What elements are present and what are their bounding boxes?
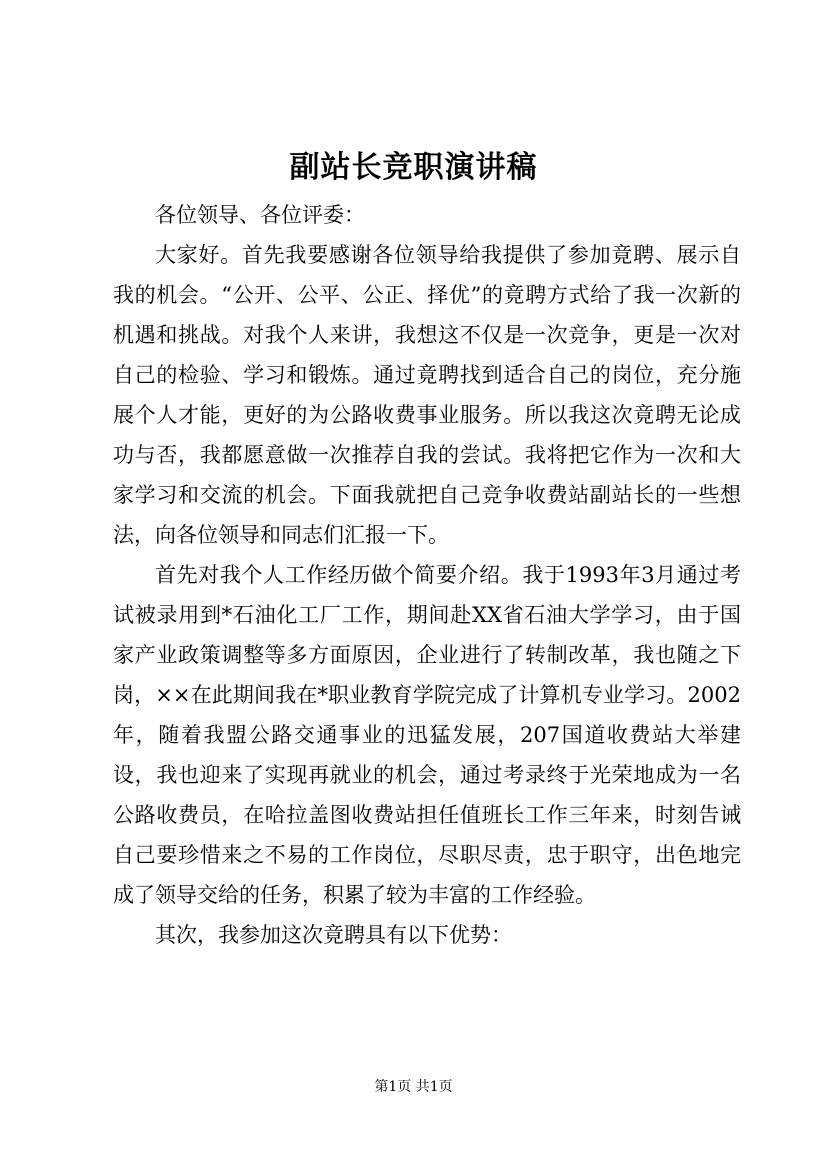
document-title: 副站长竞职演讲稿 (289, 150, 538, 185)
document-body (113, 195, 741, 955)
advantages-paragraph: 其次，我参加这次竟聘具有以下优势： (155, 923, 512, 947)
greeting-paragraph: 大家好。首先我要感谢各位领导给我提供了参加竟聘、展示自我的机会。“公开、公平、公正、择优”的竟聘方式给了我一次新的机遇和挑战。对我个人来讲，我想这不仅是一次竞争，更是一次对自己的检验、学习和锻炼。通过竟聘找到适合自己的岗位，充分施展个人才能，更好的为公路收费事业服务。所以我这次竟聘无论成功与否，我都愿意做一次推荐自我的尝试。我将把它作为一次和大家学习和交流的机会。下面我就把自己竞争收费站副站长的一些想法，向各位领导和同志们汇报一下。 (113, 243, 741, 547)
salutation-paragraph: 各位领导、各位评委： (155, 203, 365, 227)
experience-paragraph: 首先对我个人工作经历做个简要介绍。我于1993年3月通过考试被录用到*石油化工厂工作，期间赴XX省石油大学学习，由于国家产业政策调整等多方面原因，企业进行了转制改革，我也随之下岗，××在此期间我在*职业教育学院完成了计算机专业学习。2002年，随着我盟公路交通事业的迅猛发展，207国道收费站大举建设，我也迎来了实现再就业的机会，通过考录终于光荣地成为一名公路收费员，在哈拉盖图收费站担任值班长工作三年来，时刻告诫自己要珍惜来之不易的工作岗位，尽职尽责，忠于职守，出色地完成了领导交给的任务，积累了较为丰富的工作经验。 (113, 563, 741, 907)
page-number-footer: 第1页 共1页 (374, 1079, 453, 1095)
